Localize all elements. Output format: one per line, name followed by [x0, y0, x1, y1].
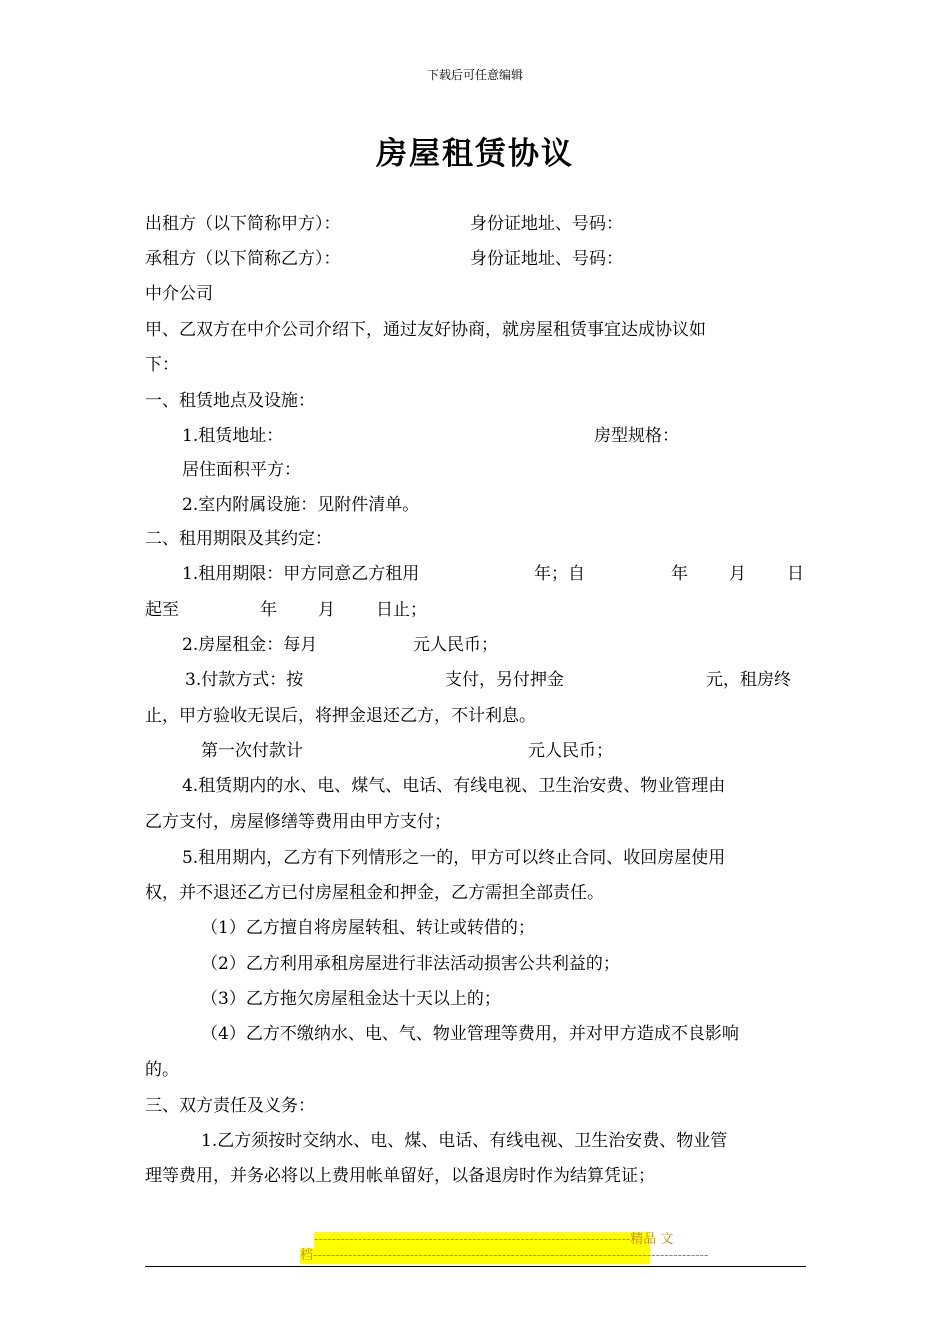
text-line: 乙方支付，房屋修缮等费用由甲方支付； [145, 812, 451, 832]
text-line: 1.租赁地址： [182, 426, 284, 446]
text-line: 日止； [376, 600, 427, 620]
header-note: 下载后可任意编辑 [426, 68, 523, 82]
text-line: 权，并不退还乙方已付房屋租金和押金，乙方需担全部责任。 [145, 883, 604, 903]
text-line: 的。 [145, 1060, 179, 1080]
footer-line-2: 档------------------------------------------------------------------------------------------ [300, 1248, 709, 1263]
text-line: 年 [260, 600, 277, 620]
text-line: 4.租赁期内的水、电、煤气、电话、有线电视、卫生治安费、物业管理由 [182, 776, 726, 796]
text-line: 下： [145, 355, 179, 375]
text-line: 3.付款方式：按 [185, 670, 304, 690]
footer-line-1: ------------------------------------------------------------------------精品 文 [314, 1232, 674, 1247]
text-line: 2.房屋租金：每月 [182, 635, 318, 655]
text-line: 房型规格： [594, 426, 679, 446]
text-line: 三、双方责任及义务： [145, 1096, 315, 1116]
text-line: 止，甲方验收无误后，将押金退还乙方，不计利息。 [145, 706, 536, 726]
footer-watermark [300, 1232, 709, 1264]
text-line: 中介公司 [145, 284, 213, 304]
text-line: 2.室内附属设施：见附件清单。 [182, 495, 420, 515]
text-line: 1.租用期限：甲方同意乙方租用 [182, 564, 420, 584]
text-line: （4）乙方不缴纳水、电、气、物业管理等费用，并对甲方造成不良影响 [201, 1024, 739, 1044]
text-line: 理等费用，并务必将以上费用帐单留好，以备退房时作为结算凭证； [145, 1166, 655, 1186]
text-line: 一、租赁地点及设施： [145, 391, 315, 411]
text-line: 甲、乙双方在中介公司介绍下，通过友好协商，就房屋租赁事宜达成协议如 [145, 320, 706, 340]
footer-rule [145, 1266, 806, 1267]
text-line: 承租方（以下简称乙方）： [145, 249, 341, 269]
text-line: 月 [729, 564, 746, 584]
text-line: 元人民币； [413, 635, 498, 655]
text-line: 元人民币； [528, 741, 613, 761]
text-line: 起至 [145, 600, 179, 620]
text-line: 年 [671, 564, 688, 584]
text-line: 日 [787, 564, 804, 584]
text-line: 身份证地址、号码： [470, 249, 623, 269]
text-line: 年；自 [534, 564, 585, 584]
text-line: （1）乙方擅自将房屋转租、转让或转借的； [201, 918, 535, 938]
text-line: 1.乙方须按时交纳水、电、煤、电话、有线电视、卫生治安费、物业管 [201, 1131, 728, 1151]
text-line: 支付，另付押金 [445, 670, 564, 690]
text-line: （3）乙方拖欠房屋租金达十天以上的； [201, 989, 501, 1009]
text-line: 元，租房终 [706, 670, 791, 690]
text-line: 第一次付款计 [201, 741, 303, 761]
text-line: 月 [318, 600, 335, 620]
text-line: 身份证地址、号码： [470, 214, 623, 234]
text-line: 出租方（以下简称甲方）： [145, 214, 341, 234]
text-line: 5.租用期内，乙方有下列情形之一的，甲方可以终止合同、收回房屋使用 [182, 848, 726, 868]
text-line: （2）乙方利用承租房屋进行非法活动损害公共利益的； [201, 954, 620, 974]
text-line: 二、租用期限及其约定： [145, 529, 332, 549]
text-line: 居住面积平方： [182, 460, 301, 480]
document-title: 房屋租赁协议 [376, 136, 574, 172]
